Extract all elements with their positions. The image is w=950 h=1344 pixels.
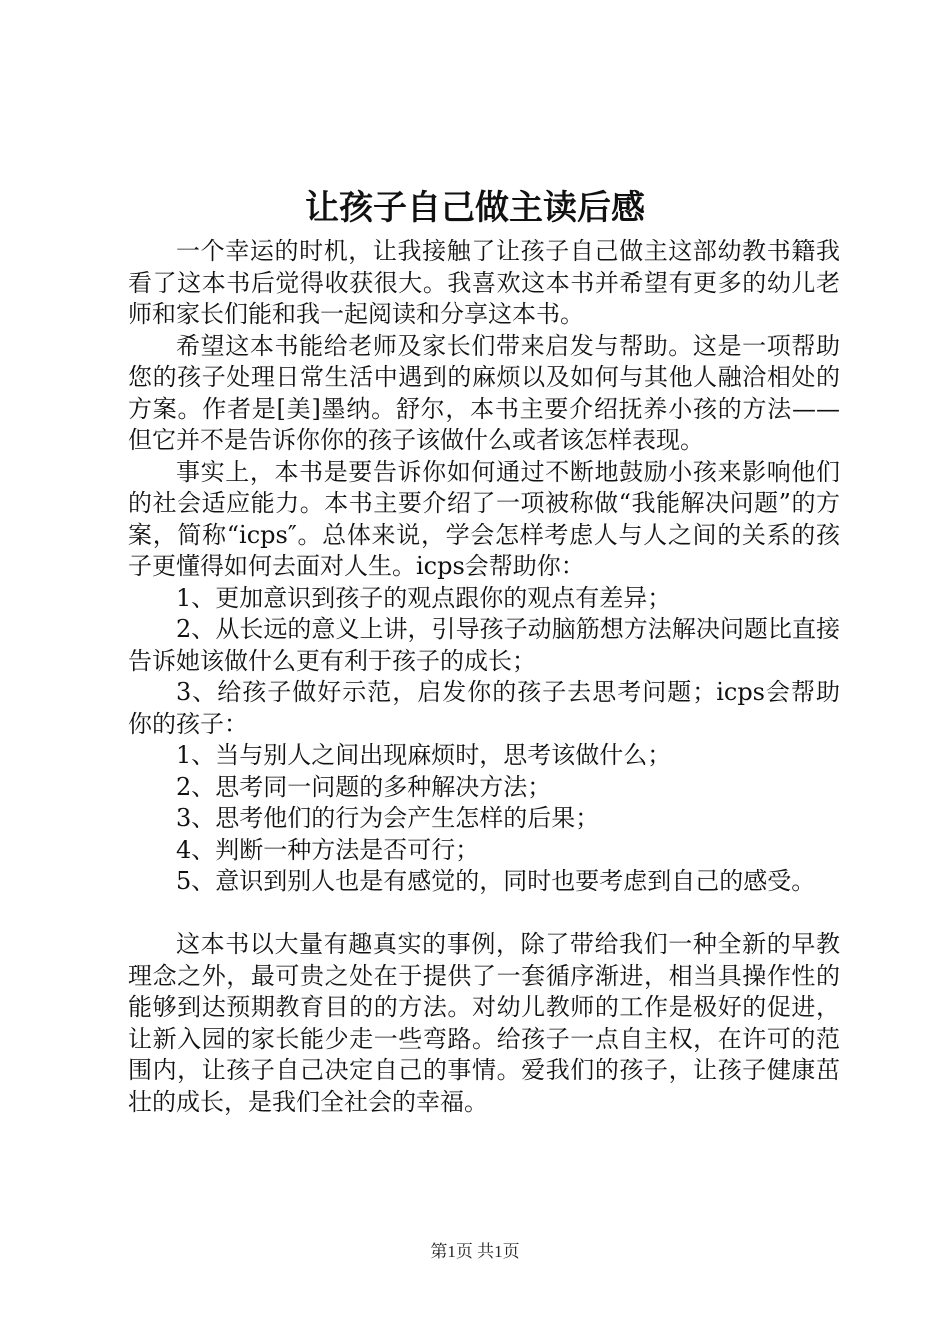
document-body — [128, 236, 840, 1118]
list-item: 1、更加意识到孩子的观点跟你的观点有差异； — [176, 583, 672, 612]
page-footer: 第1页 共1页 — [430, 1242, 520, 1261]
document-title: 让孩子自己做主读后感 — [305, 188, 645, 228]
list-item: 3、思考他们的行为会产生怎样的后果； — [176, 804, 600, 832]
paragraph-fact: 事实上，本书是要告诉你如何通过不断地鼓励小孩来影响他们的社会适应能力。本书主要介绍了一项被称做“我能解决问题”的方案，简称“icps″。总体来说，学会怎样考虑人与人之间的关系的孩子更懂得如何去面对人生。icps会帮助你： — [128, 457, 840, 580]
list-item: 4、判断一种方法是否可行； — [176, 835, 480, 864]
list-item: 5、意识到别人也是有感觉的，同时也要考虑到自己的感受。 — [176, 867, 816, 895]
list-item: 2、从长远的意义上讲，引导孩子动脑筋想方法解决问题比直接告诉她该做什么更有利于孩子的成长； — [128, 615, 840, 675]
list-item: 3、给孩子做好示范，启发你的孩子去思考问题；icps会帮助你的孩子： — [128, 678, 840, 738]
list-item: 1、当与别人之间出现麻烦时，思考该做什么； — [176, 741, 672, 769]
paragraph-intro: 一个幸运的时机，让我接触了让孩子自己做主这部幼教书籍我看了这本书后觉得收获很大。我喜欢这本书并希望有更多的幼儿老师和家长们能和我一起阅读和分享这本书。 — [128, 237, 840, 328]
paragraph-conclusion: 这本书以大量有趣真实的事例，除了带给我们一种全新的早教理念之外，最可贵之处在于提供了一套循序渐进，相当具操作性的能够到达预期教育目的的方法。对幼儿教师的工作是极好的促进，让新入园的家长能少走一些弯路。给孩子一点自主权，在许可的范围内，让孩子自己决定自己的事情。爱我们的孩子，让孩子健康茁壮的成长，是我们全社会的幸福。 — [128, 930, 840, 1116]
list-item: 2、思考同一问题的多种解决方法； — [176, 772, 552, 801]
paragraph-hope: 希望这本书能给老师及家长们带来启发与帮助。这是一项帮助您的孩子处理日常生活中遇到的麻烦以及如何与其他人融洽相处的方案。作者是[美]墨纳。舒尔，本书主要介绍抚养小孩的方法——但它并不是告诉你你的孩子该做什么或者该怎样表现。 — [128, 331, 840, 454]
